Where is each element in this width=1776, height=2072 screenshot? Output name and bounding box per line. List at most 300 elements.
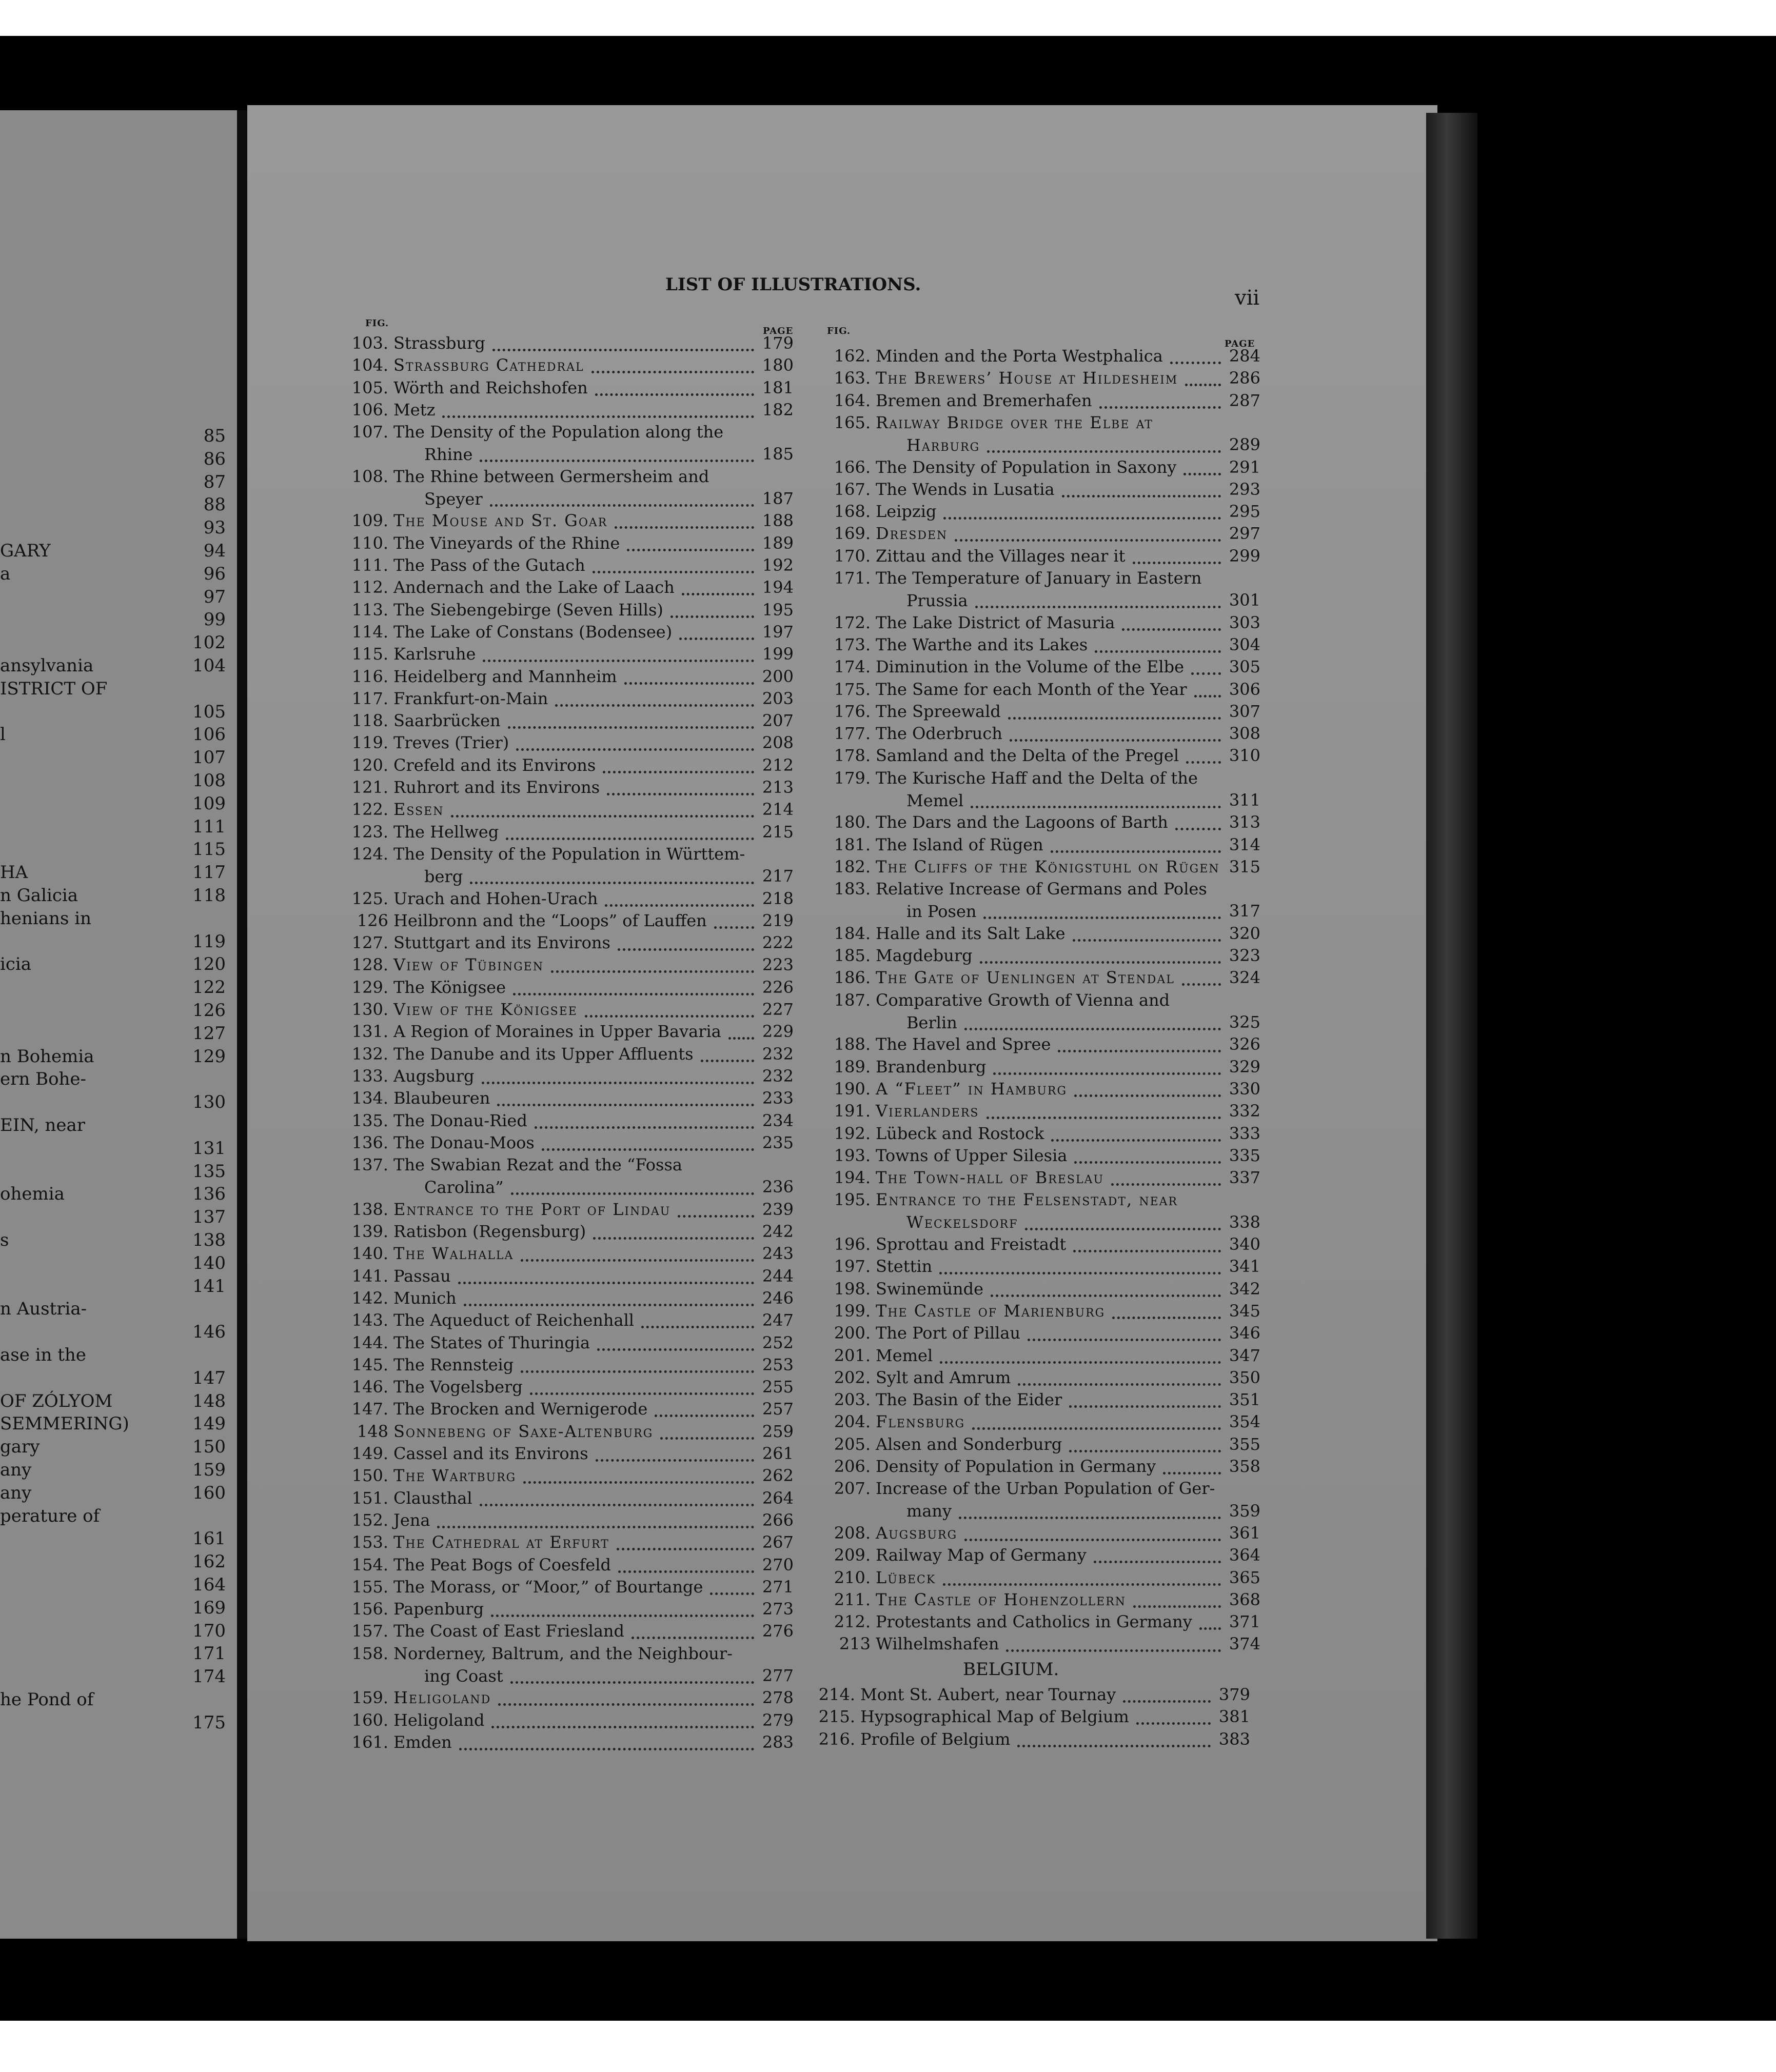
fig-number: 208. [834,1523,871,1543]
page-reference: 219 [762,910,794,930]
fig-number: 128. [351,955,388,975]
left-entry-page: 174 [192,1666,226,1687]
illustration-title: Vierlanders [876,1101,979,1121]
dot-leader [492,349,754,351]
illustration-entry [824,879,1260,924]
fig-number: 129. [351,977,388,997]
page-reference: 243 [762,1244,794,1264]
fig-number: 198. [834,1279,871,1299]
right-page [247,105,1437,1941]
dot-leader [482,1082,754,1084]
dot-leader [542,1148,754,1151]
page-reference: 188 [762,511,794,531]
dot-leader [1186,761,1221,764]
page-reference: 317 [1229,901,1260,921]
left-entry-page: 86 [203,448,226,469]
fig-number: 155. [351,1577,388,1597]
illustration-entry [342,889,794,911]
illustration-entry [824,1323,1260,1345]
dot-leader [670,615,754,618]
dot-leader [1073,939,1221,942]
illustration-title: Stuttgart and its Environs [393,933,610,953]
fig-number: 121. [351,778,388,797]
fig-number: 185. [834,946,871,966]
illustration-title: Railway Map of Germany [876,1545,1087,1565]
left-entry-text: icia [0,954,32,975]
fig-number: 163. [834,368,871,388]
left-entry-text: HA [0,862,28,883]
illustration-title: The Hellweg [393,822,499,842]
page-reference: 199 [762,644,794,664]
left-entry-page: 109 [192,793,226,814]
left-page-entry [0,1115,226,1138]
book-edge [1426,113,1477,1939]
dot-leader [980,961,1221,964]
illustration-entry [824,835,1260,857]
illustration-entry [824,924,1260,946]
page-reference: 255 [762,1377,794,1397]
dot-leader [523,1481,754,1484]
fig-number: 135. [351,1110,388,1130]
illustration-title: View of the Königsee [393,1000,578,1019]
illustration-title: Lübeck and Rostock [876,1123,1044,1143]
left-entry-page: 162 [192,1551,226,1572]
left-page-entry [0,426,226,448]
fig-number: 127. [351,933,388,953]
fig-number: 187. [834,990,871,1010]
illustration-entry [809,1729,1250,1751]
dot-leader [597,1348,754,1351]
dot-leader [939,1272,1221,1274]
fig-number: 158. [351,1643,388,1663]
illustration-title: The Port of Pillau [876,1323,1021,1343]
fig-number: 115. [351,644,388,664]
fig-number: 152. [351,1510,388,1530]
left-entry-page: 161 [192,1528,226,1549]
left-entry-page: 149 [192,1413,226,1435]
fig-number: 143. [351,1310,388,1330]
dot-leader [1185,384,1221,386]
illustration-title: Sylt and Amrum [876,1367,1011,1387]
left-page-entry [0,1276,226,1299]
left-entry-page: 102 [192,632,226,653]
illustration-entry [342,1444,794,1466]
page-reference: 307 [1229,701,1260,721]
page-reference: 214 [762,800,794,820]
dot-leader [1123,1700,1211,1703]
illustration-title: A “Fleet” in Hamburg [876,1079,1068,1099]
fig-number: 134. [351,1088,388,1108]
fig-number: 123. [351,822,388,842]
dot-leader [940,1361,1221,1364]
left-entry-page: 105 [192,701,226,722]
illustration-title: Increase of the Urban Population of Ger- [876,1479,1215,1499]
illustration-title: The Havel and Spree [876,1034,1051,1054]
illustration-title: Brandenburg [876,1057,986,1077]
illustration-entry [342,1022,794,1044]
left-page-entry [0,977,226,1000]
left-page-entry [0,1575,226,1597]
illustration-title-continuation: berg [424,866,463,886]
left-page-entry [0,954,226,977]
dot-leader [1073,1250,1221,1252]
page-reference: 315 [1229,856,1260,876]
fig-number: 108. [351,466,388,486]
left-entry-page: 136 [192,1184,226,1205]
left-page-entry [0,1161,226,1184]
dot-leader [975,606,1221,608]
left-entry-text: ohemia [0,1184,65,1205]
page-reference: 333 [1229,1123,1260,1143]
dot-leader [641,1326,754,1328]
illustration-entry [824,480,1260,502]
left-entry-text: GARY [0,541,51,561]
fig-number: 177. [834,724,871,744]
page-reference: 239 [762,1199,794,1219]
fig-number: 193. [834,1145,871,1165]
fig-number: 160. [351,1710,388,1730]
illustration-title-continuation: Rhine [424,445,473,465]
dot-leader [555,704,754,707]
illustration-title: The Danube and its Upper Affluents [393,1044,694,1064]
left-page-entry [0,472,226,494]
illustration-entry [342,600,794,622]
left-entry-text: ern Bohe- [0,1069,87,1090]
dot-leader [510,1681,754,1684]
fig-number: 214. [818,1685,855,1704]
illustration-entry [824,746,1260,768]
page-reference: 189 [762,533,794,553]
left-entry-text: s [0,1230,9,1250]
illustration-title: The Brocken and Wernigerode [393,1399,648,1419]
left-entry-page: 115 [192,839,226,860]
fig-number: 182. [834,856,871,876]
left-entry-page: 170 [192,1620,226,1641]
dot-leader [1017,1745,1211,1747]
dot-leader [1074,1161,1221,1164]
fig-number: 137. [351,1155,388,1175]
page-reference: 297 [1229,524,1260,544]
left-entry-page: 146 [192,1322,226,1343]
fig-number: 106. [351,400,388,420]
fig-number: 216. [818,1729,855,1749]
left-entry-page: 164 [192,1575,226,1595]
left-page-entry [0,1506,226,1528]
fig-number: 171. [834,568,871,588]
fig-number: 178. [834,746,871,766]
dot-leader [964,1028,1221,1030]
left-entry-text: l [0,724,6,745]
page-reference: 304 [1229,634,1260,654]
illustration-entry [824,857,1260,879]
fig-number: 170. [834,546,871,566]
left-entry-page: 93 [203,517,226,539]
left-page-entry [0,517,226,540]
dot-leader [1006,1649,1221,1652]
left-entry-text: SEMMERING) [0,1413,129,1435]
fig-number: 122. [351,800,388,820]
dot-leader [437,1526,754,1528]
illustration-title: Munich [393,1288,457,1308]
dot-leader [490,504,754,507]
page-reference: 247 [762,1310,794,1330]
left-page-entry [0,1413,226,1436]
dot-leader [593,571,754,573]
illustration-entry [342,1266,794,1288]
illustration-entry [824,502,1260,524]
illustration-title: Strassburg [393,333,485,353]
page-reference: 236 [762,1177,794,1197]
illustration-entry [824,768,1260,813]
dot-leader [551,970,754,973]
page-reference: 365 [1229,1567,1260,1587]
dot-leader [596,1459,754,1462]
illustration-title: The Gate of Uenlingen at Stendal [876,968,1175,988]
left-page-entry [0,885,226,908]
left-entry-page: 87 [203,471,226,492]
page-reference: 332 [1229,1101,1260,1121]
page-reference: 266 [762,1510,794,1530]
dot-leader [1025,1228,1221,1230]
page-reference: 308 [1229,724,1260,744]
fig-number: 213 [839,1634,871,1654]
illustration-entry [342,1377,794,1399]
illustration-title: Towns of Upper Silesia [876,1145,1068,1165]
page-reference: 293 [1229,479,1260,499]
illustration-entry [824,702,1260,724]
fig-number: 147. [351,1399,388,1419]
page-reference: 232 [762,1066,794,1086]
illustration-title: Magdeburg [876,946,973,966]
page-reference: 218 [762,888,794,908]
illustration-title: Heligoland [393,1688,491,1708]
illustration-title: Flensburg [876,1412,965,1432]
dot-leader [955,539,1221,542]
left-page [0,110,237,1939]
illustration-title: Dresden [876,524,948,544]
left-entry-page: 104 [192,655,226,676]
illustration-entry [342,689,794,711]
illustration-entry [824,1234,1260,1257]
page-reference: 364 [1229,1545,1260,1565]
left-entry-text: any [0,1460,32,1480]
page-reference: 371 [1229,1612,1260,1632]
fig-number: 119. [351,733,388,753]
illustration-entry [342,1488,794,1510]
left-entry-page: 135 [192,1161,226,1182]
illustration-title: Crefeld and its Environs [393,755,596,775]
illustration-entry [824,1124,1260,1146]
left-entry-page: 129 [192,1046,226,1067]
page-reference: 182 [762,400,794,420]
left-page-entry [0,1299,226,1321]
page-number: vii [1235,286,1260,310]
illustration-title: Wörth and Reichshofen [393,377,588,397]
illustration-title: Saarbrücken [393,711,501,731]
illustration-title: Metz [393,400,436,420]
illustration-entry [824,1479,1260,1523]
illustration-entry [342,1155,794,1200]
illustration-entry [824,1390,1260,1412]
illustration-title: The Vogelsberg [393,1377,523,1397]
left-entry-text: he Pond of [0,1689,94,1710]
illustration-title: Mont St. Aubert, near Tournay [860,1685,1116,1704]
page-reference: 286 [1229,368,1260,388]
illustration-title: The Island of Rügen [876,834,1043,854]
fig-number: 197. [834,1257,871,1277]
illustration-title: Halle and its Salt Lake [876,923,1065,943]
illustration-title: The Spreewald [876,701,1001,721]
illustration-title: The Cathedral at Erfurt [393,1532,609,1552]
illustration-title: The Mouse and St. Goar [393,511,608,531]
dot-leader [1094,1561,1221,1563]
illustration-entry [824,1301,1260,1323]
illustration-title: Frankfurt-on-Main [393,688,548,708]
page-reference: 330 [1229,1079,1260,1099]
left-page-entry [0,747,226,770]
fig-number: 195. [834,1190,871,1210]
fig-number: 118. [351,711,388,731]
page-reference: 345 [1229,1301,1260,1321]
illustration-title: Sprottau and Freistadt [876,1234,1067,1254]
illustration-title: The Donau-Ried [393,1110,527,1130]
illustration-entry [342,400,794,422]
illustration-entry [342,1133,794,1155]
left-page-entry [0,931,226,954]
dot-leader [1175,828,1221,830]
dot-leader [1122,628,1221,631]
dot-leader [943,517,1221,520]
dot-leader [987,450,1221,453]
fig-number: 164. [834,390,871,410]
left-entry-text: OF ZÓLYOM [0,1390,113,1411]
fig-number: 166. [834,457,871,477]
fig-number: 113. [351,600,388,620]
dot-leader [451,815,754,818]
illustration-title: Treves (Trier) [393,733,509,753]
left-page-entry [0,1460,226,1482]
fig-number: 203. [834,1390,871,1410]
left-page-entry [0,816,226,839]
fig-number: 142. [351,1288,388,1308]
fig-number: 167. [834,479,871,499]
page-reference: 203 [762,688,794,708]
dot-leader [618,1570,754,1573]
page-reference: 195 [762,600,794,620]
left-page-entry [0,770,226,793]
illustration-title: The Oderbruch [876,724,1002,744]
illustration-entry [342,1044,794,1066]
illustration-title-continuation: ing Coast [424,1666,503,1686]
dot-leader [459,1748,754,1750]
page-heading: LIST OF ILLUSTRATIONS. [665,274,921,295]
fig-number: 126 [357,910,388,930]
page-reference: 246 [762,1288,794,1308]
illustration-title: Protestants and Catholics in Germany [876,1612,1192,1632]
left-entry-page: 85 [203,426,226,446]
left-entry-page: 122 [192,977,226,998]
dot-leader [498,1703,754,1706]
fig-number: 204. [834,1412,871,1432]
fig-number: 190. [834,1079,871,1099]
illustration-entry [824,368,1260,390]
dot-leader [617,1548,754,1550]
illustration-entry [824,657,1260,679]
left-entry-page: 140 [192,1252,226,1273]
fig-number: 146. [351,1377,388,1397]
illustration-entry [342,467,794,511]
illustration-title: Blaubeuren [393,1088,490,1108]
page-reference: 326 [1229,1034,1260,1054]
illustration-entry [824,1435,1260,1457]
page-reference: 273 [762,1599,794,1619]
illustration-title: The Town-hall of Breslau [876,1168,1104,1188]
page-reference: 355 [1229,1434,1260,1454]
illustration-title: The Basin of the Eider [876,1390,1062,1410]
page-reference: 226 [762,977,794,997]
illustration-entry [342,1644,794,1688]
page-reference: 213 [762,778,794,797]
illustration-title-continuation: Berlin [906,1012,957,1032]
fig-number: 176. [834,701,871,721]
illustration-title: The Density of Population in Saxony [876,457,1177,477]
dot-leader [660,1437,754,1440]
page-reference: 235 [762,1132,794,1152]
left-page-entry [0,1368,226,1390]
fig-number: 184. [834,923,871,943]
dot-leader [964,1539,1221,1541]
page-reference: 232 [762,1044,794,1064]
illustration-title: The Brewers’ House at Hildesheim [876,368,1178,388]
illustration-entry [342,955,794,977]
fig-number: 192. [834,1123,871,1143]
left-page-entry [0,1551,226,1574]
illustration-entry [342,378,794,400]
illustration-title: Relative Increase of Germans and Poles [876,879,1207,899]
page-reference: 187 [762,489,794,509]
illustration-entry [342,1466,794,1488]
page-reference: 358 [1229,1457,1260,1476]
dot-leader [511,1192,754,1195]
illustration-entry [342,933,794,955]
illustration-title: Leipzig [876,502,937,522]
left-page-entry [0,609,226,632]
illustration-entry [342,1066,794,1088]
fig-label-col2: FIG. [827,326,851,336]
illustration-entry [342,622,794,644]
left-entry-page: 159 [192,1460,226,1480]
illustration-title: Ratisbon (Regensburg) [393,1222,586,1241]
illustration-entry [824,1590,1260,1612]
left-entry-page: 94 [203,541,226,561]
page-reference: 337 [1229,1168,1260,1188]
fig-number: 209. [834,1545,871,1565]
page-reference: 207 [762,711,794,731]
fig-number: 162. [834,346,871,366]
illustration-title: The Castle of Marienburg [876,1301,1106,1321]
illustration-entry [824,1034,1260,1057]
dot-leader [521,1259,754,1262]
dot-leader [618,948,754,951]
illustration-entry [342,667,794,689]
page-reference: 351 [1229,1390,1260,1410]
illustration-entry [342,644,794,666]
page-reference: 252 [762,1332,794,1352]
fig-number: 140. [351,1244,388,1264]
dot-leader [1051,1139,1221,1142]
illustration-title: Jena [393,1510,430,1530]
illustration-title: The Peat Bogs of Coesfeld [393,1555,611,1575]
